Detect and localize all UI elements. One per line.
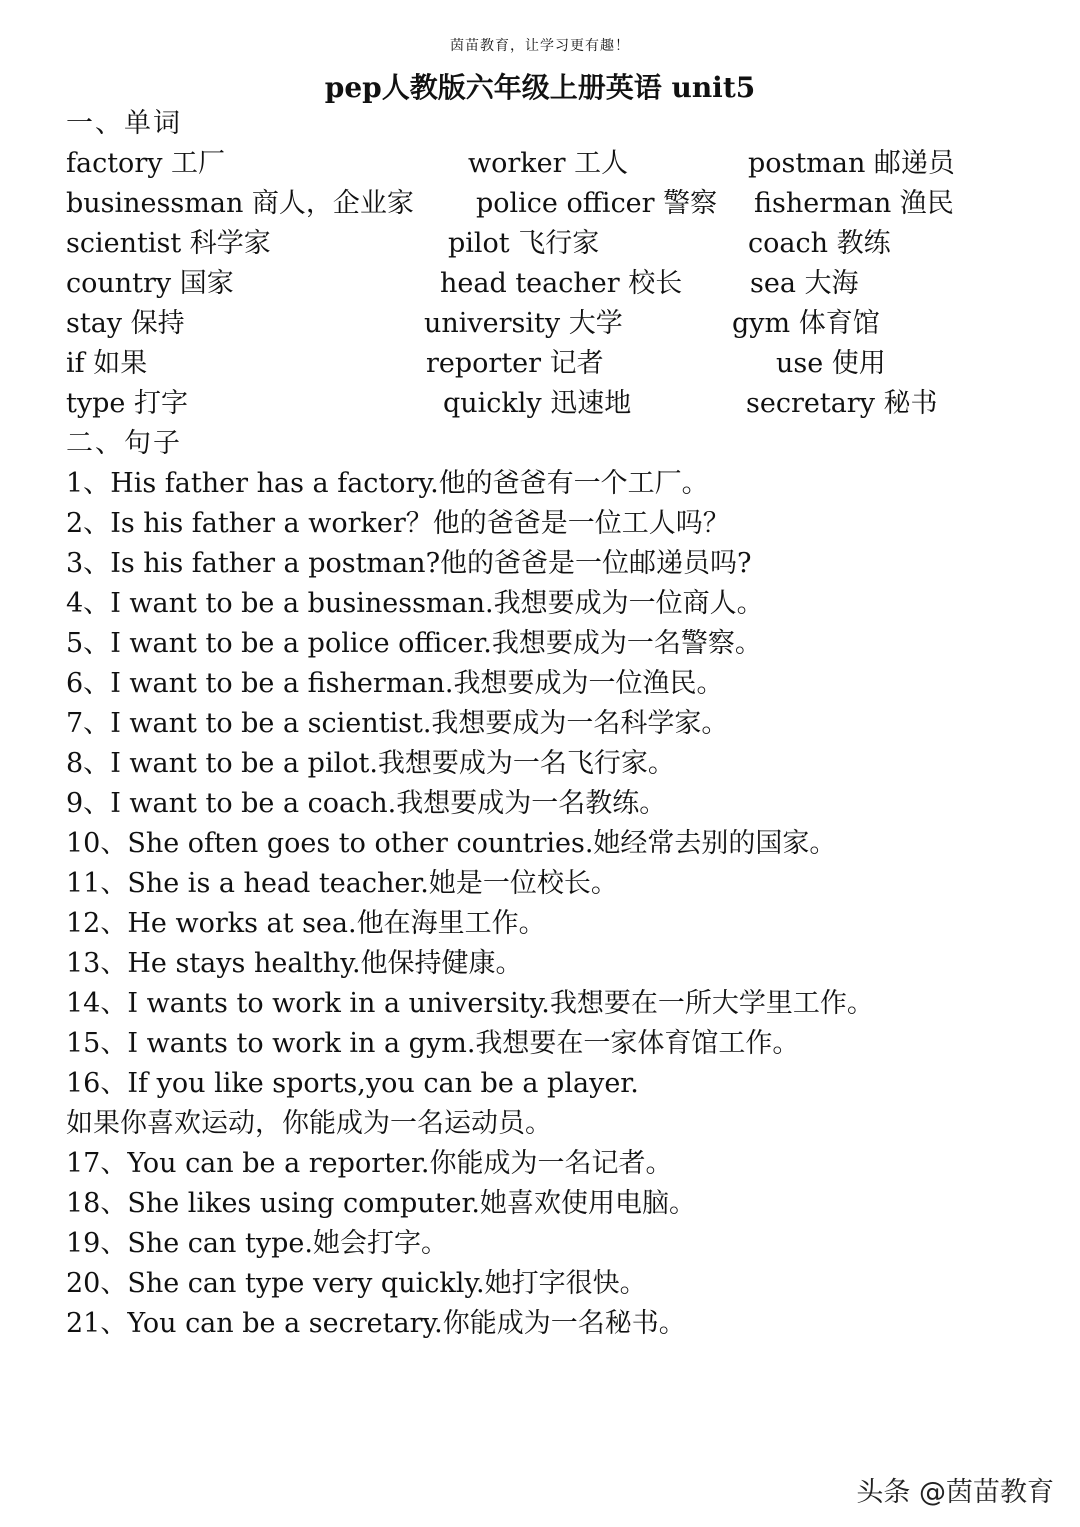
vocab-row — [66, 264, 1026, 304]
sentence-item — [66, 1184, 1026, 1224]
vocab-item: police officer 警察 — [476, 188, 718, 219]
sentence-number: 15、 — [66, 1028, 128, 1059]
sentence-number: 11、 — [66, 868, 128, 899]
sentence-item — [66, 824, 1026, 864]
document-body — [66, 104, 1026, 1344]
sentence-text: I wants to work in a university.我想要在一所大学里工作。 — [127, 988, 874, 1019]
sentence-number: 17、 — [66, 1148, 128, 1179]
sentence-text: He stays healthy.他保持健康。 — [127, 948, 523, 979]
sentence-number: 18、 — [66, 1188, 128, 1219]
vocab-item: quickly 迅速地 — [443, 388, 632, 419]
vocab-item: stay 保持 — [66, 308, 185, 339]
vocab-item: reporter 记者 — [426, 348, 604, 379]
vocab-item: university 大学 — [424, 308, 623, 339]
sentence-number: 3、 — [66, 548, 111, 579]
sentence-text: You can be a reporter.你能成为一名记者。 — [127, 1148, 673, 1179]
vocab-item: if 如果 — [66, 348, 148, 379]
sentence-number: 4、 — [66, 588, 111, 619]
sentence-item — [66, 1024, 1026, 1064]
sentence-number: 7、 — [66, 708, 111, 739]
vocab-item: country 国家 — [66, 268, 234, 299]
sentence-item — [66, 504, 1026, 544]
section-heading-words: 一、单词 — [66, 108, 182, 139]
vocab-item: secretary 秘书 — [746, 388, 938, 419]
section-heading-sentences: 二、句子 — [66, 428, 182, 459]
sentence-item — [66, 704, 1026, 744]
sentence-item — [66, 544, 1026, 584]
sentence-item — [66, 864, 1026, 904]
sentence-item — [66, 1144, 1026, 1184]
vocab-item: postman 邮递员 — [748, 148, 955, 179]
sentence-item — [66, 1304, 1026, 1344]
sentence-number: 16、 — [66, 1068, 128, 1099]
sentence-item — [66, 784, 1026, 824]
vocab-item: worker 工人 — [468, 148, 629, 179]
sentence-text: I want to be a fisherman.我想要成为一位渔民。 — [110, 668, 724, 699]
sentence-text: She likes using computer.她喜欢使用电脑。 — [127, 1188, 696, 1219]
sentence-text: She is a head teacher.她是一位校长。 — [127, 868, 618, 899]
sentence-text: Is his father a worker？他的爸爸是一位工人吗？ — [110, 508, 730, 539]
sentence-text: I wants to work in a gym.我想要在一家体育馆工作。 — [127, 1028, 800, 1059]
vocab-item: businessman 商人，企业家 — [66, 188, 414, 219]
vocab-row — [66, 224, 1026, 264]
sentence-text: I want to be a businessman.我想要成为一位商人。 — [110, 588, 764, 619]
sentence-number: 1、 — [66, 468, 111, 499]
sentence-item — [66, 744, 1026, 784]
sentence-text: Is his father a postman?他的爸爸是一位邮递员吗? — [110, 548, 752, 579]
sentence-number: 6、 — [66, 668, 111, 699]
sentence-number: 5、 — [66, 628, 111, 659]
sentence-number: 20、 — [66, 1268, 128, 1299]
sentence-text: I want to be a pilot.我想要成为一名飞行家。 — [110, 748, 675, 779]
sentence-number: 13、 — [66, 948, 128, 979]
sentence-text: His father has a factory.他的爸爸有一个工厂。 — [110, 468, 709, 499]
vocab-row — [66, 184, 1026, 224]
vocab-row — [66, 384, 1026, 424]
sentence-text: You can be a secretary.你能成为一名秘书。 — [127, 1308, 686, 1339]
sentence-list — [66, 464, 1026, 1104]
sentence-text: She can type.她会打字。 — [127, 1228, 448, 1259]
watermark: 头条 @茵苗教育 — [856, 1477, 1054, 1508]
sentence-text: I want to be a coach.我想要成为一名教练。 — [110, 788, 667, 819]
sentence-number: 2、 — [66, 508, 111, 539]
page-title: pep人教版六年级上册英语 unit5 — [324, 71, 756, 104]
vocab-row — [66, 144, 1026, 184]
sentence-item — [66, 464, 1026, 504]
sentence-item — [66, 624, 1026, 664]
sentence-item — [66, 904, 1026, 944]
sentence-list-continued — [66, 1144, 1026, 1344]
sentence-number: 10、 — [66, 828, 128, 859]
sentence-number: 8、 — [66, 748, 111, 779]
sentence-number: 14、 — [66, 988, 128, 1019]
sentence-item — [66, 1264, 1026, 1304]
sentence-text: If you like sports,you can be a player. — [127, 1068, 639, 1099]
vocab-item: head teacher 校长 — [440, 268, 683, 299]
vocab-item: sea 大海 — [750, 268, 859, 299]
sentence-text: I want to be a scientist.我想要成为一名科学家。 — [110, 708, 729, 739]
vocab-row — [66, 344, 1026, 384]
vocab-list — [66, 144, 1026, 424]
vocab-item: factory 工厂 — [66, 148, 226, 179]
vocab-item: scientist 科学家 — [66, 228, 271, 259]
sentence-number: 9、 — [66, 788, 111, 819]
sentence-item — [66, 1064, 1026, 1104]
vocab-item: pilot 飞行家 — [448, 228, 600, 259]
vocab-item: use 使用 — [776, 348, 886, 379]
sentence-item — [66, 944, 1026, 984]
vocab-item: fisherman 渔民 — [754, 188, 954, 219]
sentence-number: 12、 — [66, 908, 128, 939]
sentence-16-translation: 如果你喜欢运动，你能成为一名运动员。 — [66, 1108, 552, 1139]
sentence-text: He works at sea.他在海里工作。 — [127, 908, 546, 939]
vocab-item: type 打字 — [66, 388, 188, 419]
vocab-row — [66, 304, 1026, 344]
sentence-item — [66, 584, 1026, 624]
sentence-item — [66, 1224, 1026, 1264]
sentence-number: 21、 — [66, 1308, 128, 1339]
vocab-item: gym 体育馆 — [732, 308, 880, 339]
sentence-item — [66, 664, 1026, 704]
header-tagline: 茵苗教育，让学习更有趣！ — [450, 38, 630, 54]
sentence-text: I want to be a police officer.我想要成为一名警察。 — [110, 628, 762, 659]
sentence-number: 19、 — [66, 1228, 128, 1259]
sentence-text: She can type very quickly.她打字很快。 — [127, 1268, 647, 1299]
sentence-text: She often goes to other countries.她经常去别的国家。 — [127, 828, 837, 859]
vocab-item: coach 教练 — [748, 228, 891, 259]
sentence-item — [66, 984, 1026, 1024]
